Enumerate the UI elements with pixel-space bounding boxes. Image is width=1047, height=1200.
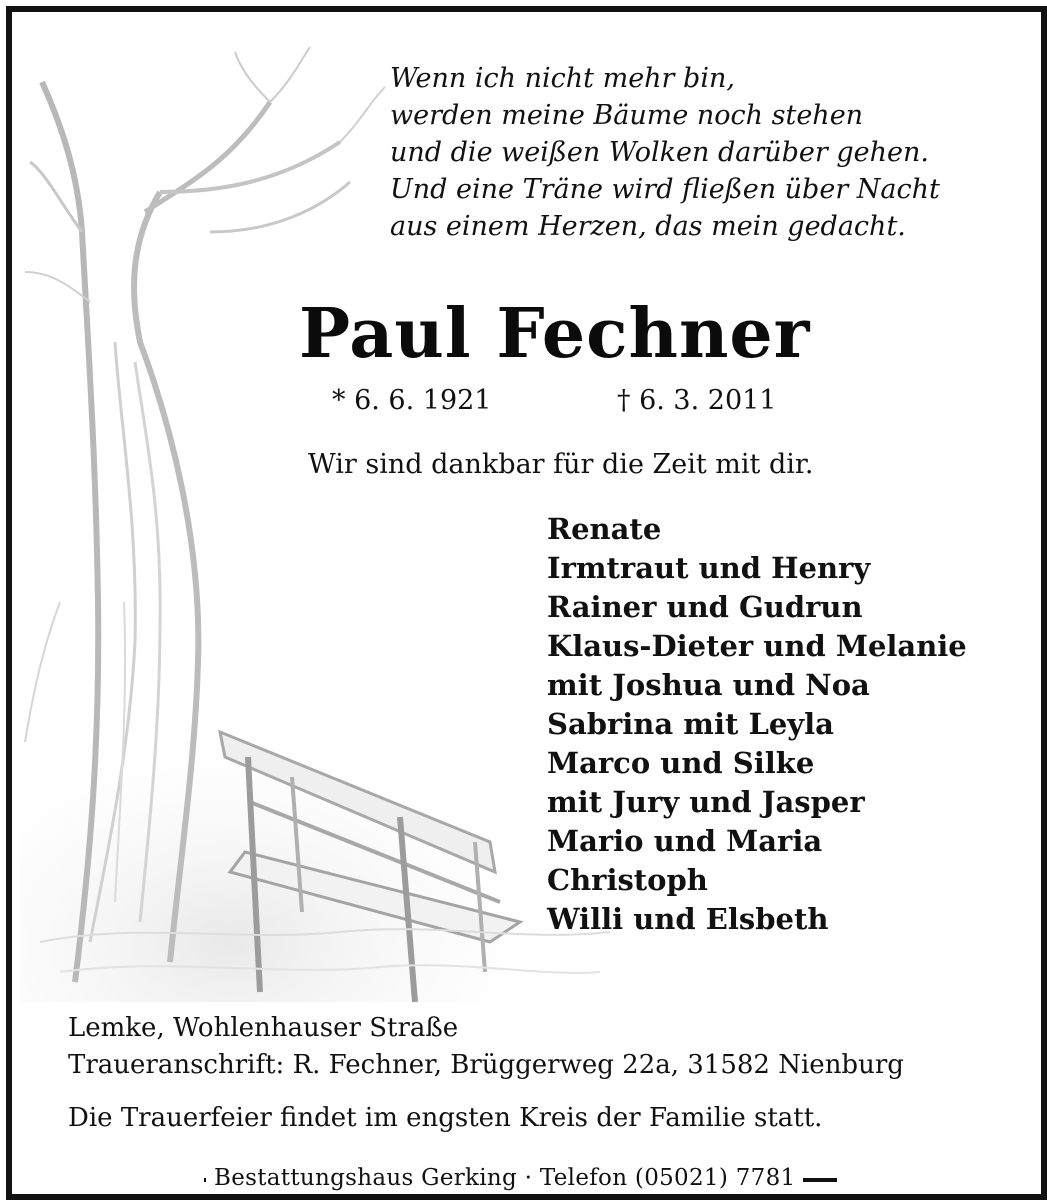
birth-date: * 6. 6. 1921	[332, 385, 492, 416]
footer	[24, 1160, 1029, 1196]
mourner-name: Klaus-Dieter und Melanie	[547, 629, 967, 663]
mourner-name: Irmtraut und Henry	[547, 551, 871, 585]
mourning-address-line: Traueranschrift: R. Fechner, Brüggerweg 22a, 31582 Nienburg	[68, 1050, 904, 1080]
poem-line: Und eine Träne wird fließen über Nacht	[390, 174, 940, 205]
mourner-name: Marco und Silke	[547, 746, 815, 780]
poem-line: werden meine Bäume noch stehen	[390, 100, 864, 131]
mourner-name: mit Joshua und Noa	[547, 668, 870, 702]
poem-line: und die weißen Wolken darüber gehen.	[390, 137, 929, 168]
ceremony-notice: Die Trauerfeier findet im engsten Kreis der Familie statt.	[68, 1103, 823, 1133]
mourner-name: Christoph	[547, 863, 708, 897]
mourner-name: Sabrina mit Leyla	[547, 707, 834, 741]
mourners-list	[547, 510, 967, 939]
deceased-name: Paul Fechner	[299, 294, 811, 374]
thanks-line: Wir sind dankbar für die Zeit mit dir.	[308, 449, 814, 480]
obituary-frame	[6, 6, 1047, 1200]
mourner-name: Willi und Elsbeth	[547, 902, 829, 936]
address-block	[68, 1010, 904, 1084]
mourner-name: Renate	[547, 512, 662, 546]
poem	[390, 60, 940, 245]
death-date: † 6. 3. 2011	[617, 385, 777, 416]
poem-line: aus einem Herzen, das mein gedacht.	[390, 211, 906, 242]
poem-line: Wenn ich nicht mehr bin,	[390, 63, 735, 94]
funeral-home-line: Bestattungshaus Gerking · Telefon (05021) 7781	[206, 1163, 803, 1193]
mourner-name: mit Jury und Jasper	[547, 785, 865, 819]
mourner-name: Mario und Maria	[547, 824, 823, 858]
mourner-name: Rainer und Gudrun	[547, 590, 863, 624]
location-line: Lemke, Wohlenhauser Straße	[68, 1013, 459, 1043]
